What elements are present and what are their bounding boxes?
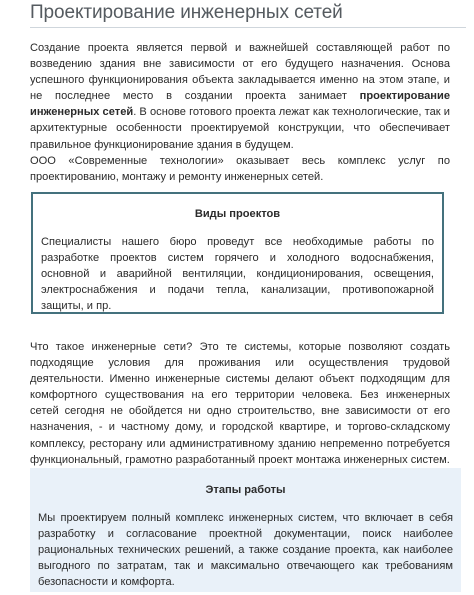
work-stages-text: Мы проектируем полный комплекс инженерных систем, что включает в себя разработку и согласование проектной документации, поиск наиболее рациональных технических решений, а также создание проекта, как наиболее выгодного по затратам, так и максимально отвечающего как требованиям безопасности и комфорта. [38,512,453,589]
work-stages-title: Этапы работы [205,484,286,496]
title-divider [30,27,466,28]
networks-paragraph: Что такое инженерные сети? Это те системы, которые позволяют создать подходящие условия для проживания или осуществления трудовой деятельности. Именно инженерные системы делают объект подходящим для комфортного существования на его территории человека. Без инженерных сетей сегодня не обойдется ни одно строительство, вне зависимости от его назначения, - и частному дому, и городской квартире, и торгово-складскому комплексу, ресторану или административному зданию непременно потребуется функциональный, грамотно разработанный проект монтажа инженерных систем. [30,341,450,466]
work-stages-box [30,468,461,592]
intro-text-2: . В основе готового проекта лежат как технологические, так и архитектурные особенности проектируемой конструкции, что обеспечивает правильное функционирование здания в будущем. [30,106,450,151]
intro-text-1: Создание проекта является первой и важнейшей составляющей работ по возведению здания вне зависимости от его будущего назначения. Основа успешного функционирования объекта закладывается именно на этом этапе, и не последнее место в создании проекта занимает [30,42,450,103]
company-paragraph: ООО «Современные технологии» оказывает весь комплекс услуг по проектированию, монтажу и ремонту инженерных сетей. [30,155,450,184]
intro-paragraph [30,40,450,153]
page-title: Проектирование инженерных сетей [30,2,343,23]
project-types-text: Специалисты нашего бюро проведут все необходимые работы по разработке проектов систем горячего и холодного водоснабжения, основной и аварийной вентиляции, кондиционирования, освещения, электроснабжения и подачи тепла, канализации, противопожарной защиты, и пр. [41,236,434,313]
project-types-title: Виды проектов [194,208,281,220]
project-types-box [31,192,444,314]
intro-bold-text: проектирование инженерных сетей [30,90,450,119]
